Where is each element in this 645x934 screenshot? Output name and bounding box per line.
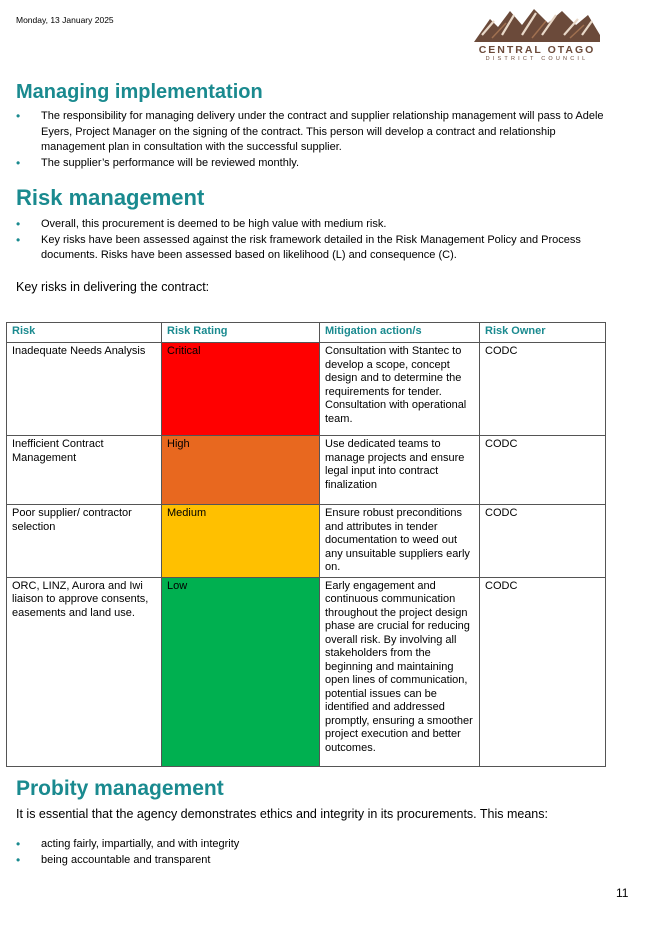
- rating-cell: Critical: [162, 343, 320, 436]
- owner-cell: CODC: [480, 505, 606, 578]
- table-row: [7, 436, 606, 505]
- rating-cell: Medium: [162, 505, 320, 578]
- owner-cell: CODC: [480, 343, 606, 436]
- list-item: • Overall, this procurement is deemed to be high value with medium risk.: [16, 217, 622, 233]
- logo-subtitle: DISTRICT COUNCIL: [485, 56, 589, 62]
- column-header-risk-rating: Risk Rating: [162, 323, 320, 343]
- mitigation-cell: Use dedicated teams to manage projects and ensure legal input into contract finalization: [320, 436, 480, 505]
- probity-bullet-list: [16, 837, 622, 868]
- probity-intro: It is essential that the agency demonstrates ethics and integrity in its procurements. This means:: [16, 807, 548, 821]
- risk-cell: Inadequate Needs Analysis: [7, 343, 162, 436]
- list-item: • The responsibility for managing delivery under the contract and supplier relationship management will pass to Adele Eyers, Project Manager on the signing of the contract. This person will develop a contract and relationship management plan in consultation with the successful supplier.: [16, 109, 622, 156]
- table-header-row: [7, 323, 606, 343]
- risk-cell: Poor supplier/ contractor selection: [7, 505, 162, 578]
- page-number: 11: [616, 886, 629, 900]
- table-row: [7, 505, 606, 578]
- owner-cell: CODC: [480, 436, 606, 505]
- heading-managing-implementation: Managing implementation: [16, 81, 263, 103]
- header-date: Monday, 13 January 2025: [16, 15, 114, 25]
- risk-cell: Inefficient Contract Management: [7, 436, 162, 505]
- rating-cell: Low: [162, 577, 320, 766]
- managing-bullet-list: [16, 109, 622, 171]
- risk-table-intro: Key risks in delivering the contract:: [16, 280, 210, 294]
- risk-bullet-list: [16, 217, 622, 264]
- column-header-risk: Risk: [7, 323, 162, 343]
- council-logo: [472, 5, 602, 63]
- heading-risk-management: Risk management: [16, 185, 205, 210]
- mitigation-cell: Ensure robust preconditions and attributes in tender documentation to weed out any unsuitable suppliers early on.: [320, 505, 480, 578]
- list-item: • Key risks have been assessed against the risk framework detailed in the Risk Management Policy and Process documents. Risks have been assessed based on likelihood (L) and consequence (C).: [16, 233, 622, 264]
- list-item: • The supplier’s performance will be reviewed monthly.: [16, 156, 622, 172]
- list-item: • being accountable and transparent: [16, 853, 622, 869]
- owner-cell: CODC: [480, 577, 606, 766]
- column-header-risk-owner: Risk Owner: [480, 323, 606, 343]
- mountains-logo-icon: [472, 5, 602, 43]
- table-row: [7, 577, 606, 766]
- rating-cell: High: [162, 436, 320, 505]
- risk-cell: ORC, LINZ, Aurora and Iwi liaison to approve consents, easements and land use.: [7, 577, 162, 766]
- mitigation-cell: Early engagement and continuous communication throughout the project design phase are crucial for reducing overall risk. By involving all stakeholders from the beginning and maintaining open lines of communication, potential issues can be identified and addressed promptly, ensuring a smoother project execution and better outcomes.: [320, 577, 480, 766]
- table-row: [7, 343, 606, 436]
- column-header-mitigation: Mitigation action/s: [320, 323, 480, 343]
- mitigation-cell: Consultation with Stantec to develop a scope, concept design and to determine the requirements for tender. Consultation with operational team.: [320, 343, 480, 436]
- risk-table: [6, 322, 606, 767]
- heading-probity-management: Probity management: [16, 777, 224, 800]
- list-item: • acting fairly, impartially, and with integrity: [16, 837, 622, 853]
- logo-title: CENTRAL OTAGO: [478, 44, 596, 56]
